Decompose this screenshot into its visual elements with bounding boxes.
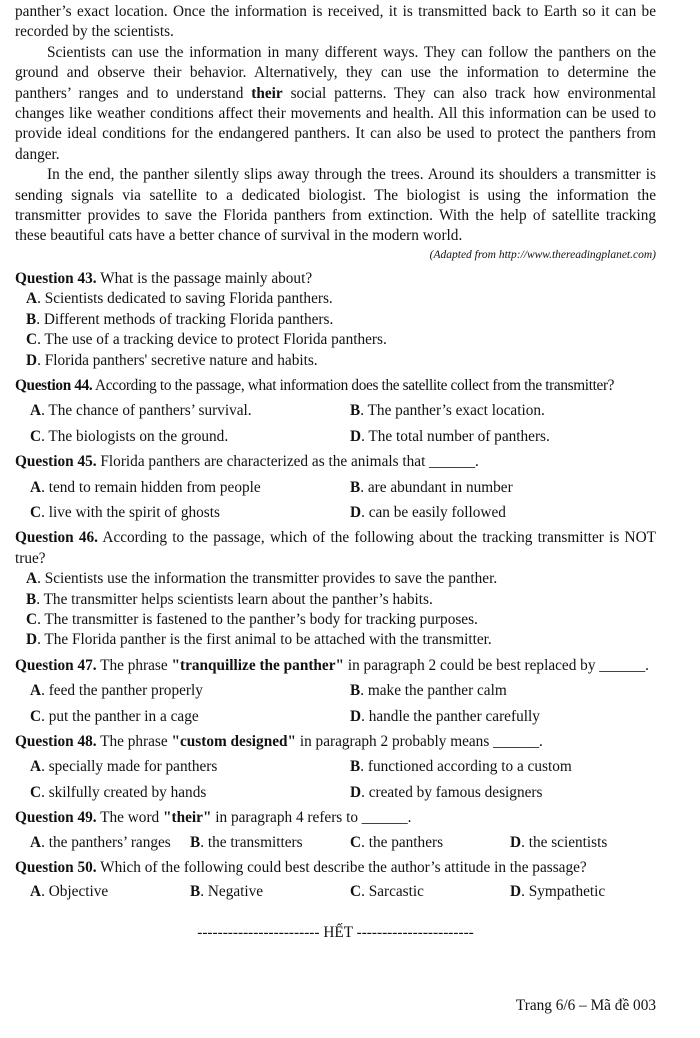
option-b[interactable]: B. The transmitter helps scientists learn about the panther’s habits. bbox=[26, 590, 433, 608]
option-d[interactable]: D. Sympathetic bbox=[510, 883, 606, 901]
option-c[interactable]: C. skilfully created by hands bbox=[30, 783, 207, 801]
option-b[interactable]: B. the transmitters bbox=[190, 833, 303, 851]
option-b[interactable]: B. functioned according to a custom bbox=[350, 758, 572, 776]
question-45 bbox=[15, 452, 656, 523]
question-43 bbox=[15, 269, 656, 371]
option-c[interactable]: C. The transmitter is fastened to the panther’s body for tracking purposes. bbox=[26, 610, 478, 628]
option-c[interactable]: C. the panthers bbox=[350, 833, 444, 851]
question-stem: Question 48. The phrase "custom designed" in paragraph 2 probably means ______. bbox=[15, 733, 543, 750]
question-47 bbox=[15, 656, 656, 727]
passage-paragraph-intro: panther’s exact location. Once the information is received, it is transmitted back to Earth so it can be recorded by the scientists. bbox=[15, 3, 656, 41]
option-d[interactable]: D. Florida panthers' secretive nature and habits. bbox=[26, 351, 318, 369]
quoted-phrase: "tranquillize the panther" bbox=[171, 656, 345, 674]
page-footer: Trang 6/6 – Mã đề 003 bbox=[515, 997, 656, 1014]
question-49 bbox=[15, 808, 656, 853]
quoted-phrase: "custom designed" bbox=[171, 733, 296, 750]
options-grid bbox=[15, 401, 656, 447]
source-citation: (Adapted from http://www.thereadingplanet.com) bbox=[429, 248, 656, 261]
option-b[interactable]: B. Different methods of tracking Florida panthers. bbox=[26, 310, 334, 328]
option-a[interactable]: A. Scientists dedicated to saving Florida panthers. bbox=[26, 290, 333, 308]
option-d[interactable]: D. handle the panther carefully bbox=[350, 707, 540, 725]
options-grid bbox=[15, 757, 656, 803]
option-d[interactable]: D. created by famous designers bbox=[350, 783, 543, 801]
option-c[interactable]: C. Sarcastic bbox=[350, 883, 424, 901]
question-stem: Question 47. The phrase "tranquillize the panther" in paragraph 2 could be best replaced by ______. bbox=[15, 656, 650, 674]
question-48 bbox=[15, 732, 656, 803]
option-a[interactable]: A. the panthers’ ranges bbox=[30, 833, 171, 851]
option-a[interactable]: A. feed the panther properly bbox=[30, 682, 203, 700]
option-b[interactable]: B. make the panther calm bbox=[350, 682, 507, 700]
question-stem: Question 49. The word "their" in paragraph 4 refers to ______. bbox=[15, 809, 412, 827]
question-stem: Question 45. Florida panthers are characterized as the animals that ______. bbox=[15, 453, 479, 471]
question-stem: Question 43. What is the passage mainly about? bbox=[15, 269, 313, 287]
option-d[interactable]: D. The Florida panther is the first animal to be attached with the transmitter. bbox=[26, 631, 492, 649]
end-marker: ------------------------ HẾT ----------------------- bbox=[197, 923, 474, 941]
question-stem: Question 50. Which of the following could best describe the author’s attitude in the passage? bbox=[15, 859, 587, 877]
passage-paragraph-4: In the end, the panther silently slips away through the trees. Around its shoulders a transmitter is sending signals via satellite to a dedicated biologist. The biologist is using the information the transmitter provides to save the Florida panthers from extinction. With the help of satellite tracking these beautiful cats have a better chance of survival in the modern world. bbox=[15, 166, 656, 245]
option-a[interactable]: A. Scientists use the information the transmitter provides to save the panther. bbox=[26, 570, 498, 588]
option-d[interactable]: D. the scientists bbox=[510, 833, 608, 851]
option-c[interactable]: C. The use of a tracking device to protect Florida panthers. bbox=[26, 331, 387, 349]
option-c[interactable]: C. put the panther in a cage bbox=[30, 707, 199, 725]
question-46 bbox=[15, 528, 656, 650]
highlighted-word: their bbox=[251, 84, 283, 102]
question-50 bbox=[15, 858, 656, 903]
option-c[interactable]: C. The biologists on the ground. bbox=[30, 427, 229, 445]
question-44 bbox=[15, 376, 656, 447]
options-row bbox=[15, 882, 656, 902]
quoted-phrase: "their" bbox=[163, 809, 212, 827]
options-grid bbox=[15, 478, 656, 524]
question-stem: Question 44. According to the passage, what information does the satellite collect from the transmitter? bbox=[15, 376, 615, 394]
option-a[interactable]: A. The chance of panthers’ survival. bbox=[30, 402, 252, 420]
option-b[interactable]: B. The panther’s exact location. bbox=[350, 402, 545, 420]
options-grid bbox=[15, 681, 656, 727]
option-a[interactable]: A. Objective bbox=[30, 883, 109, 901]
option-a[interactable]: A. specially made for panthers bbox=[30, 758, 218, 776]
option-a[interactable]: A. tend to remain hidden from people bbox=[30, 478, 261, 496]
option-c[interactable]: C. live with the spirit of ghosts bbox=[30, 503, 220, 521]
options-row bbox=[15, 833, 656, 853]
option-b[interactable]: B. are abundant in number bbox=[350, 478, 513, 496]
option-d[interactable]: D. The total number of panthers. bbox=[350, 427, 550, 445]
option-b[interactable]: B. Negative bbox=[190, 883, 264, 901]
passage-paragraph-3: Scientists can use the information in many different ways. They can follow the panthers on the ground and observe their behavior. Alternatively, they can use the information to determine the panthers’ ranges and to understand their social patterns. They can also track how environmental changes like weather conditions affect their movements and health. All this information can be used to provide ideal conditions for the endangered panthers. It can also be used to protect the panthers from danger. bbox=[15, 43, 656, 163]
question-stem: Question 46. According to the passage, which of the following about the tracking transmitter is NOT true? bbox=[15, 529, 656, 567]
option-d[interactable]: D. can be easily followed bbox=[350, 503, 506, 521]
